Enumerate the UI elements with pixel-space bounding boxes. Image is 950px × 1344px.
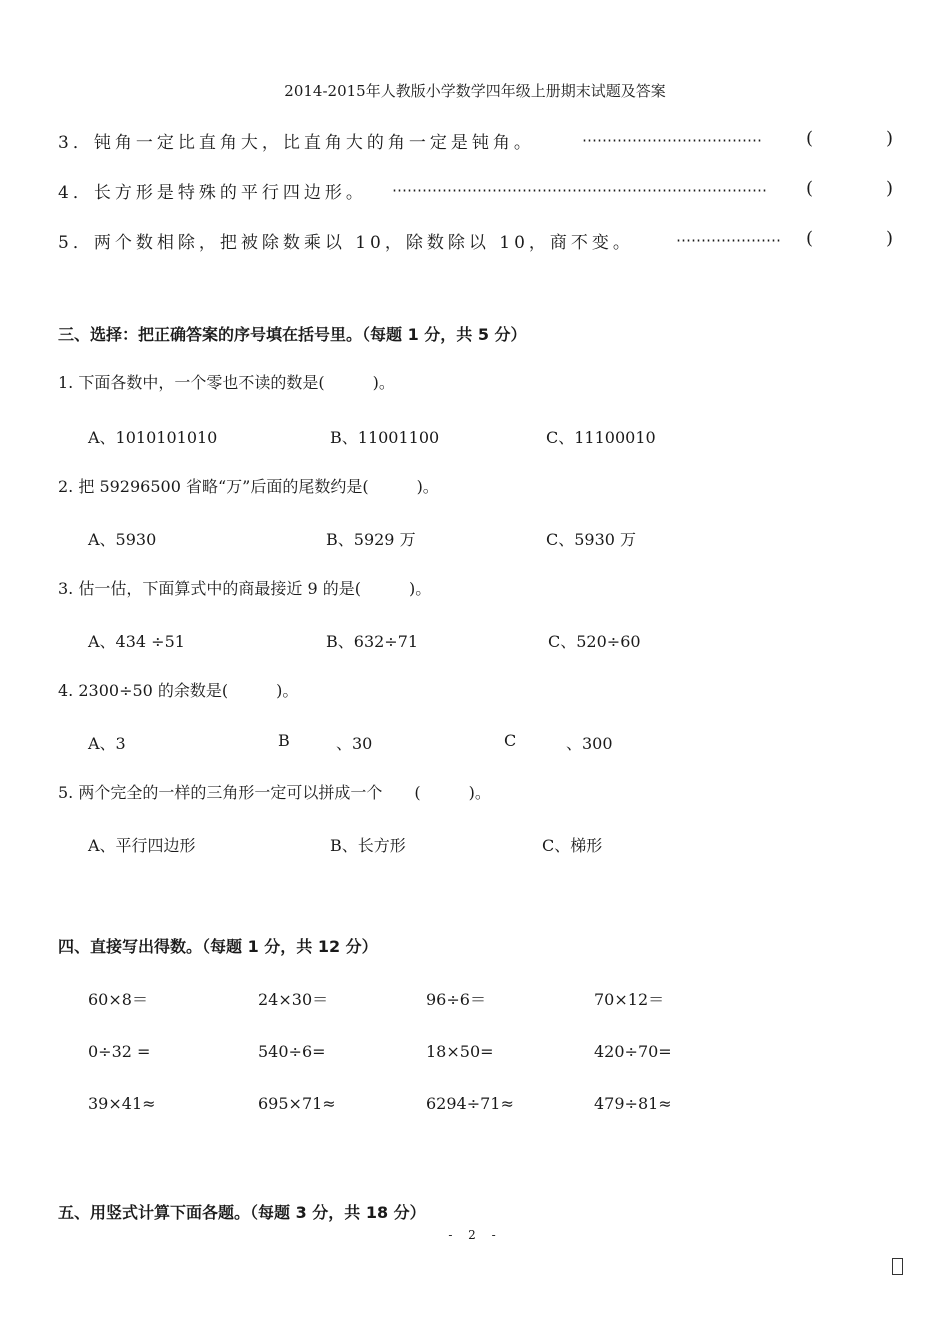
- question-2: 2. 把 59296500 省略“万”后面的尾数约是( )。: [58, 477, 439, 496]
- calc-item: 540÷6=: [258, 1042, 326, 1061]
- calc-item: 96÷6＝: [426, 990, 486, 1009]
- calc-item: 0÷32 =: [88, 1042, 151, 1061]
- option-b: B、5929 万: [326, 530, 416, 549]
- calc-item: 70×12＝: [594, 990, 665, 1009]
- tf-item-text: 钝角一定比直角大，比直角大的角一定是钝角。: [93, 133, 535, 153]
- section-4-title: 四、直接写出得数。（每题 1 分，共 12 分）: [58, 937, 378, 956]
- corner-box-icon: [892, 1258, 903, 1275]
- option-b: B、632÷71: [326, 632, 419, 651]
- question-4: 4. 2300÷50 的余数是( )。: [58, 681, 299, 700]
- tf-item-text: 长方形是特殊的平行四边形。: [93, 183, 367, 203]
- option-b-letter: B: [278, 731, 290, 750]
- option-c-letter: C: [504, 731, 517, 750]
- tf-answer-close: ): [886, 178, 894, 199]
- option-c: C、520÷60: [548, 632, 641, 651]
- option-c-value: 、300: [566, 734, 613, 753]
- calc-item: 60×8＝: [88, 990, 148, 1009]
- option-a: A、平行四边形: [88, 836, 196, 855]
- tf-item-4: [58, 178, 367, 203]
- option-a: A、5930: [88, 530, 157, 549]
- option-c: C、梯形: [542, 836, 603, 855]
- option-b: B、11001100: [330, 428, 440, 447]
- tf-answer-open: (: [806, 228, 814, 249]
- tf-item-5: [58, 228, 634, 253]
- tf-item-3: [58, 128, 535, 153]
- question-1: 1. 下面各数中，一个零也不读的数是( )。: [58, 373, 395, 392]
- question-3: 3. 估一估，下面算式中的商最接近 9 的是( )。: [58, 579, 432, 598]
- calc-item: 24×30＝: [258, 990, 329, 1009]
- tf-item-dots: ⋯⋯⋯⋯⋯⋯⋯⋯⋯⋯⋯⋯: [582, 131, 762, 149]
- page-header-title: 2014-2015年人教版小学数学四年级上册期末试题及答案: [284, 82, 666, 100]
- tf-answer-close: ): [886, 228, 894, 249]
- tf-item-number: 4．: [58, 183, 94, 203]
- question-5: 5. 两个完全的一样的三角形一定可以拼成一个 ( )。: [58, 783, 491, 802]
- tf-item-number: 3．: [58, 133, 94, 153]
- option-a: A、3: [88, 734, 126, 753]
- page-number: - 2 -: [448, 1228, 502, 1242]
- section-5-title: 五、用竖式计算下面各题。（每题 3 分，共 18 分）: [58, 1203, 426, 1222]
- calc-item: 479÷81≈: [594, 1094, 672, 1113]
- tf-item-dots: ⋯⋯⋯⋯⋯⋯⋯⋯⋯⋯⋯⋯⋯⋯⋯⋯⋯⋯⋯⋯⋯⋯⋯⋯⋯: [392, 181, 767, 199]
- option-a: A、434 ÷51: [88, 632, 185, 651]
- section-3-title: 三、选择：把正确答案的序号填在括号里。（每题 1 分，共 5 分）: [58, 325, 527, 344]
- option-c: C、5930 万: [546, 530, 637, 549]
- tf-item-number: 5．: [58, 233, 94, 253]
- option-c: C、11100010: [546, 428, 656, 447]
- calc-item: 420÷70=: [594, 1042, 672, 1061]
- option-b: B、长方形: [330, 836, 406, 855]
- tf-answer-open: (: [806, 178, 814, 199]
- tf-item-text: 两个数相除，把被除数乘以 10，除数除以 10，商不变。: [93, 233, 634, 253]
- calc-item: 695×71≈: [258, 1094, 336, 1113]
- option-b-value: 、30: [336, 734, 373, 753]
- tf-answer-open: (: [806, 128, 814, 149]
- calc-item: 18×50=: [426, 1042, 494, 1061]
- calc-item: 39×41≈: [88, 1094, 156, 1113]
- tf-item-dots: ⋯⋯⋯⋯⋯⋯⋯: [676, 231, 781, 249]
- tf-answer-close: ): [886, 128, 894, 149]
- calc-item: 6294÷71≈: [426, 1094, 514, 1113]
- option-a: A、1010101010: [88, 428, 218, 447]
